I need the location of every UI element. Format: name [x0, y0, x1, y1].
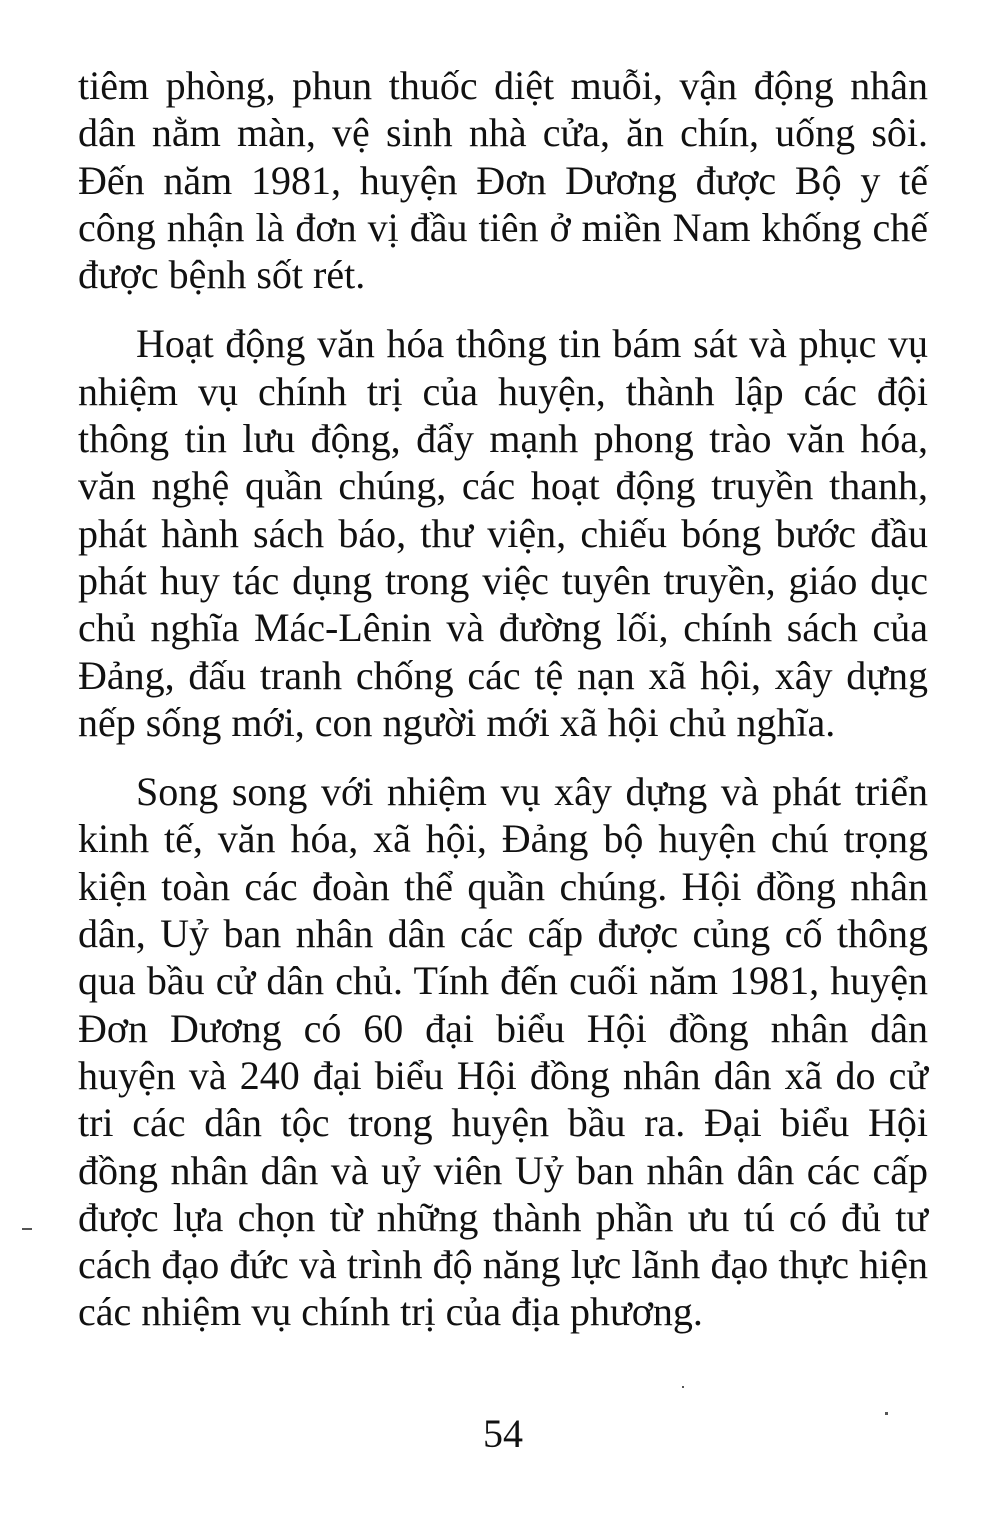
scan-speck [885, 1412, 888, 1415]
scan-speck [22, 1228, 32, 1230]
page-number: 54 [483, 1411, 523, 1456]
paragraph-health-campaign: tiêm phòng, phun thuốc diệt muỗi, vận động nhân dân nằm màn, vệ sinh nhà cửa, ăn chín, uống sôi. Đến năm 1981, huyện Đơn Dương được Bộ y tế công nhận là đơn vị đầu tiên ở miền Nam khống chế được bệnh sốt rét. [78, 63, 928, 298]
paragraph-culture-information: Hoạt động văn hóa thông tin bám sát và phục vụ nhiệm vụ chính trị của huyện, thành lập các đội thông tin lưu động, đẩy mạnh phong trào văn hóa, văn nghệ quần chúng, các hoạt động truyền thanh, phát hành sách báo, thư viện, chiếu bóng bước đầu phát huy tác dụng trong việc tuyên truyền, giáo dục chủ nghĩa Mác-Lênin và đường lối, chính sách của Đảng, đấu tranh chống các tệ nạn xã hội, xây dựng nếp sống mới, con người mới xã hội chủ nghĩa. [78, 321, 928, 745]
body-text [78, 62, 928, 1336]
scan-speck [682, 1386, 684, 1388]
paragraph-mass-organizations: Song song với nhiệm vụ xây dựng và phát triển kinh tế, văn hóa, xã hội, Đảng bộ huyện chú trọng kiện toàn các đoàn thể quần chúng. Hội đồng nhân dân, Uỷ ban nhân dân các cấp được củng cố thông qua bầu cử dân chủ. Tính đến cuối năm 1981, huyện Đơn Dương có 60 đại biểu Hội đồng nhân dân huyện và 240 đại biểu Hội đồng nhân dân xã do cử tri các dân tộc trong huyện bầu ra. Đại biểu Hội đồng nhân dân và uỷ viên Uỷ ban nhân dân các cấp được lựa chọn từ những thành phần ưu tú có đủ tư cách đạo đức và trình độ năng lực lãnh đạo thực hiện các nhiệm vụ chính trị của địa phương. [78, 769, 928, 1335]
